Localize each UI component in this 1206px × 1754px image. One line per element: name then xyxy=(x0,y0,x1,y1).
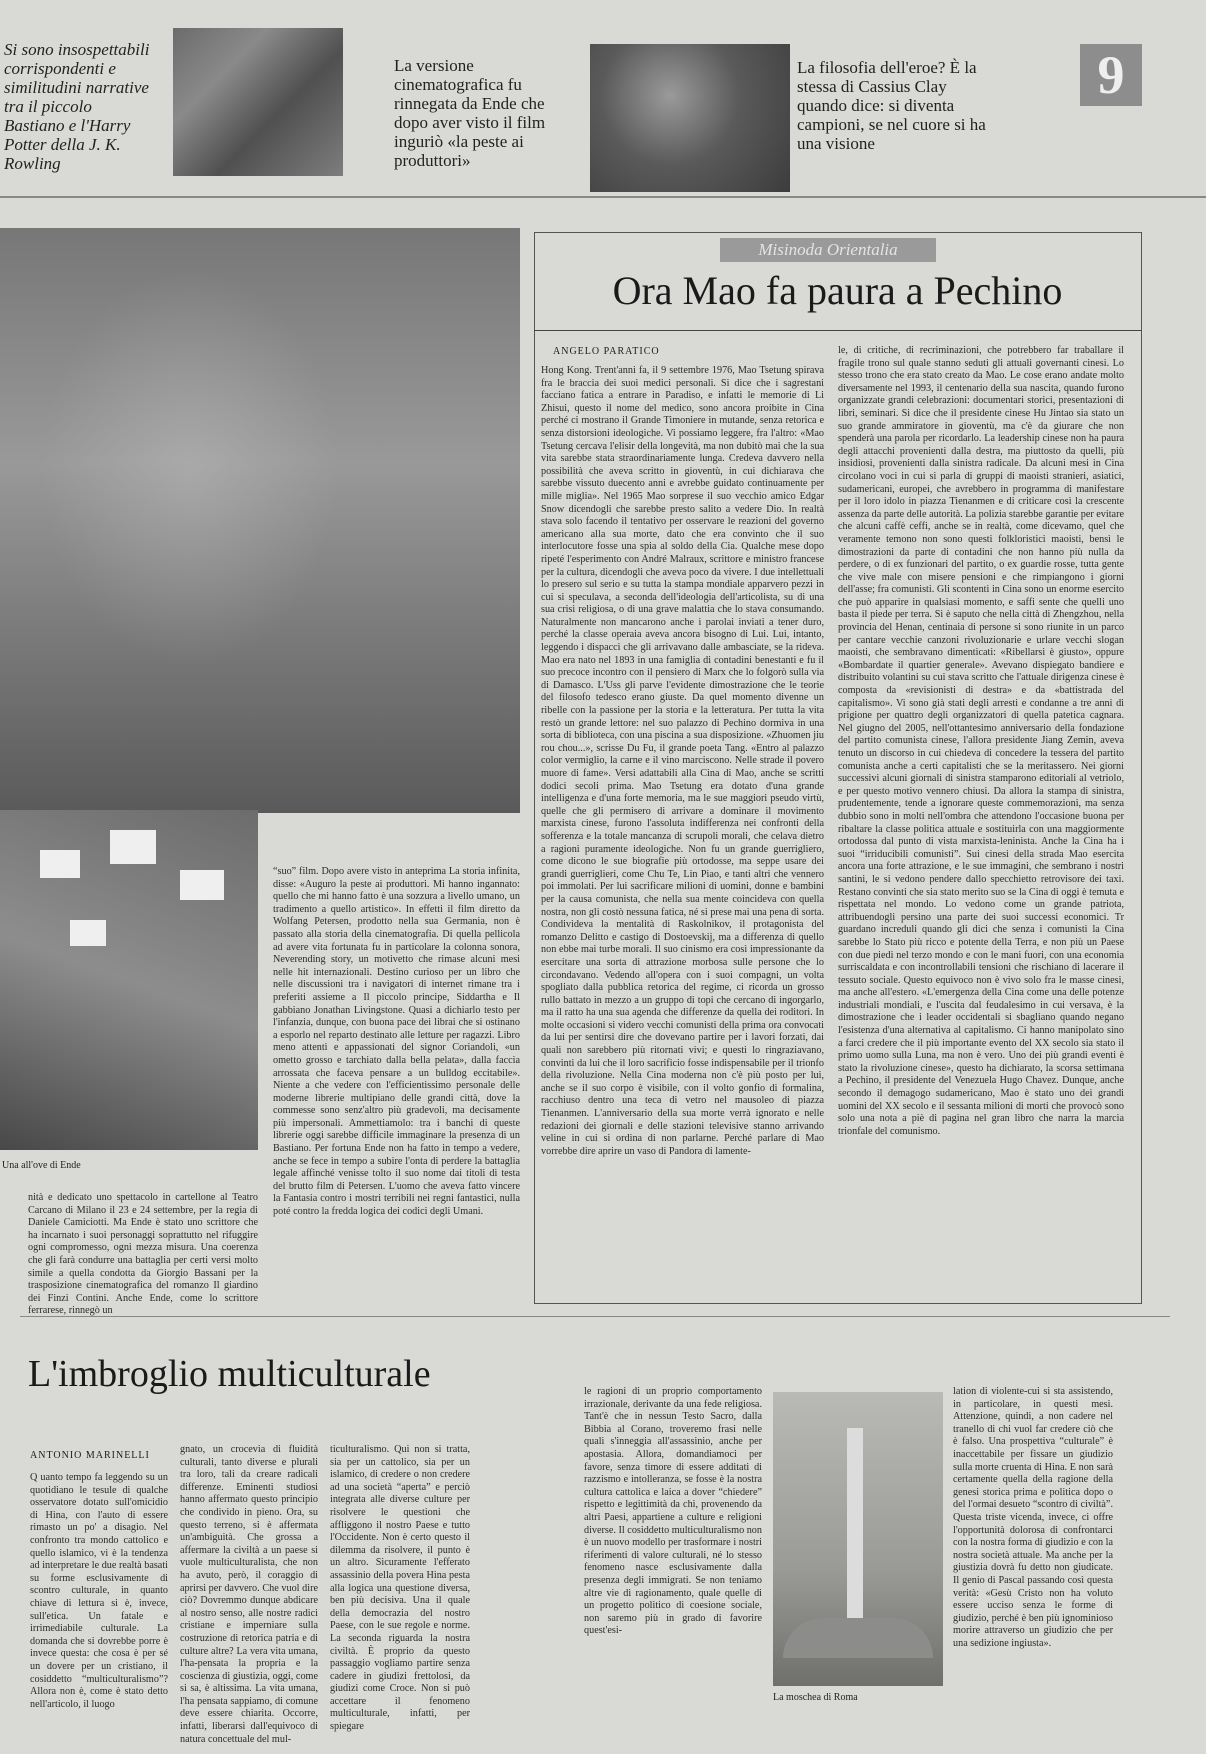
main-article-kicker: Misinoda Orientalia xyxy=(720,238,936,262)
main-article-col-2: le, di critiche, di recriminazioni, che potrebbero far traballare il fragile trono sul quale stanno seduti gli attuali governanti cinesi. Lo stesso trono che era stato creato da Mao. Le cose erano andate molto diversamente nel 1993, il centenario della sua nascita, quando furono organizzate grandi celebrazioni: documentari storici, presentazioni di libri, seminari. Si dice che il presidente cinese Hu Jintao sia stato un suo grande ammiratore in gioventù, ma c'è da giurare che non spenderà una parola per ricordarlo. La leadership cinese non ha paura degli attacchi provenienti dalla destra, ma piuttosto da quelli, più insidiosi, provenienti dalla sinistra radicale. Da alcuni mesi in Cina circolano voci in cui si parla di gruppi di maoisti stranieri, asiatici, sudamericani, europei, che avrebbero in programma di manifestare per il loro idolo in piazza Tienanmen e di criticare così la crescente assenza da parte delle autorità. La polizia starebbe garantie per evitare che alcuni caffè ceffi, anche se in realtà, come dicevamo, quel che veramente temono non sono questi folkloristici maoisti, bensì le dimostrazioni da parte di contadini che non hanno più nulla da perdere, o di ex funzionari del partito, o ex guardie rosse, tutta gente che vive male con misere pensioni e che rimpiangono i giorni dell'asse; fra comunisti. Gli scontenti in Cina sono un enorme esercito che può apparire in qualsiasi momento, e saffi sente che quelli uno basta il piede per terra. Si è saputo che nella città di Zhengzhou, nella provincia del Henan, centinaia di persone si sono riunite in un parco per cantare vecchie canzoni rivoluzionarie e urlare vecchi slogan maoisti, che sembravano dimenticati: «Ribellarsi è giusto», oppure «Bombardate il quartier generale». Avevano dispiegato bandiere e distribuito volantini su cui stava scritto che l'attuale dirigenza cinese è composta da «revisionisti di destra» e da «battistrada del capitalismo». Vi sono già stati degli arresti e condanne a tre anni di prigione per quattro degli organizzatori di quella patetica cagnara. Nel giugno del 2005, nell'ottantesimo anniversario della fondazione del partito comunista cinese, l'allora presidente Jiang Zemin, aveva tenuto un discorso in cui chiedeva di concedere la tessera del partito comunista anche a certi capitalisti che se la meritassero. Nei giorni successivi alcuni giornali di sinistra stamparono editoriali al vetriolo, e per questo motivo vennero chiusi. Da allora la stampa di sinistra, prudentemente, tende a ignorare queste commemorazioni, ma senza dubbio sono in molti nell'ombra che attendono l'occasione buona per ribaltare la classe politica attuale e sostituirla con una maggiormente ortodossa dal punto di vista marxista-leninista. Anche la Cina ha i suoi “irriducibili comunisti”. Sui cinesi della strada Mao esercita ancora una forte attrazione, e le sue immagini, che sembrano i nostri santini, le si vedono pendere dallo specchietto retrovisore dei taxi. Restano convinti che sia stato merito suo se la Cina di oggi è temuta e rispettata nel mondo. Lo vedono come un grande patriota, attribuendogli persino una parte dei suoi successi economici. Tr guardano increduli quando gli dici che senza i comunisti la Cina sarebbe lo Stato più ricco e potente della Terra, e non più un Paese con due piedi nel terzo mondo e con le mani fuori, con una economia surriscaldata e con incontrollabili tensioni che rischiano di lacerare il tessuto sociale. Questo equivoco non è vivo solo fra le masse cinesi, ma anche all'estero. «L'emergenza della Cina come una delle potenze industriali mondiali, e l'uscita dal feudalesimo in cui versava, è la dimostrazione che i leader occidentali si sbagliano quando negano l'esistenza d'una alternativa al capitalismo. Ci hanno manipolato sino a farci credere che il più importante evento del XX secolo sia stato il primo uomo sulla Luna, ma non è vero. Uno dei più grandi eventi è stato la rivoluzione cinese», questo ha dichiarato, la scorsa settimana a Pechino, il presidente del Venezuela Hugo Chavez. Dunque, anche secondo il demagogo sudamericano, Mao è stato uno dei grandi uomini del XX secolo e il sessanta milioni di morti che provocò sono solo una nota a piè di pagina nel gran libro che narra la marcia trionfale del comunismo. xyxy=(838,345,1124,1137)
bottom-article-col-1: Q uanto tempo fa leggendo su un quotidiano le tesule di qualche osservatore dotato sull'omicidio di Hina, con l'auto di essere rimasto un po' a disagio. Nel confronto tra mondo cattolico e quello islamico, vi è la tendenza ad interpretare le due realtà basati su forme esclusivamente di scontro culturale, in quanto chiave di lettura si è, invece, sull'etica. Un fatale e irrimediabile culturale. La domanda che si dovrebbe porre è invece questa: che cosa è per sé un dovere per un cristiano, il cosiddetto “multiculturalismo”? Allora non è, come è stato detto nell'articolo, il luogo xyxy=(30,1472,168,1710)
mosque-photo xyxy=(773,1392,943,1686)
teaser-1-photo xyxy=(173,28,343,176)
bottom-article-col-5: lation di violente-cui si sta assistendo, in particolare, in questi mesi. Attenzione, quindi, a non cadere nel tranello di chi vuol far credere ciò che è falso. Una prospettiva “culturale” è inaccettabile per fissare un giudizio sulla morte cruenta di Hina. E non sarà certamente quella della ragione della genesi storica prima e politica dopo o del l'ormai desueto “scontro di civiltà”. Questa triste vicenda, invece, ci offre l'opportunità dolorosa di confrontarci con la nostra forma di giudizio e con la nostra società attuale. Ma anche per la giustizia dovrà fu detto non giudicate. Il genio di Pascal passando così questa verità: «Gesù Cristo non ha voluto essere ucciso senza le forme di giudizio, perché è ben più ignominioso morire attraverso un giudizio che per una sedizione ingiusta». xyxy=(953,1386,1113,1649)
bottom-divider xyxy=(20,1316,1170,1317)
bottom-article-byline: ANTONIO MARINELLI xyxy=(30,1450,150,1461)
left-article-col-2: “suo” film. Dopo avere visto in anteprima La storia infinita, disse: «Auguro la peste ai produttori. Mi hanno ingannato: quello che mi hanno fatto è una sozzura a livello umano, un tradimento a quello artistico». In effetti il film diretto da Wolfang Petersen, prodotto nella sua Germania, non è passato alla storia della cinematografia. Di quella pellicola ad avere vita fortunata fu in particolare la colonna sonora, Neverending story, un motivetto che rimase alcuni mesi nelle hit internazionali. Destino curioso per un libro che nelle discussioni tra i navigatori di internet rimane tra i preferiti assieme a Il piccolo principe, Siddartha e Il gabbiano Jonathan Livingstone. Quasi a dichiarlo testo per l'infanzia, dunque, con buona pace dei librai che si ostinano a esporlo nel reparto destinato alle letture per ragazzi. Libro meno attenti e appassionati del signor Coriandoli, «un ometto grosso e tarchiato dalla bella pelata», dalla faccia arrossata che faceva pensare a un bulldog eccitabile». Niente a che vedere con l'efficientissimo personale delle moderne librerie multipiano delle grandi città, dove la commesse sono senz'altro più gradevoli, ma decisamente più impersonali. Ammettiamolo: tra i banchi di queste librerie oggi sarebbe difficile immaginare la presenza di un Bastiano. Per fortuna Ende non ha fatto in tempo a vedere, anche se fece in tempo a subire l'onta di perdere la battaglia legale affinché venisse tolto il suo nome dai titoli di testa del brutto film di Petersen. L'uomo che aveva fatto vincere la Fantasia contro i mostri terribili nei regni fantastici, nulla poté contro la fredda logica dei codici degli Umani. xyxy=(273,866,520,1218)
mosque-dome xyxy=(783,1618,933,1658)
bottom-article-col-2: gnato, un crocevia di fluidità culturali, tanto diverse e plurali tra loro, tali da creare radicali differenze. Eminenti studiosi hanno affermato questo principio che condivido in pieno. Ora, su questo terreno, si è affermata un'ambiguità. Che grossa a affermare la civiltà a un paese si vuole multiculturalista, che non ha avuto, però, il coraggio di aprirsi per davvero. Che vuol dire ciò? Dovremmo dunque abdicare al nostro senso, alle nostre radici cristiane e imperniare sulla costruzione di retorica patria e di culture altre? La vera vita umana, l'ha-pensata la propria e la coscienza di giustizia, oggi, come si sa, è altissima. La vita umana, l'ha pensata sappiamo, di comune deve essere chiarita. Occorre, infatti, liberarsi dall'equivoco di natura concettuale del mul- xyxy=(180,1444,318,1744)
teaser-2-photo-boxer xyxy=(590,44,790,192)
teaser-3: La filosofia dell'eroe? È la stessa di Cassius Clay quando dice: si diventa campioni, se nel cuore si ha una visione xyxy=(797,58,986,153)
left-article-col-1: nità e dedicato uno spettacolo in cartellone al Teatro Carcano di Milano il 23 e 24 settembre, per la regia di Daniele Camiciotti. Ma Ende è stato uno scrittore che ha incarnato i suoi personaggi soprattutto nel rifuggire ogni compromesso, ogni mezza misura. Una coerenza che gli farà condurre una battaglia per certi versi molto simile a quella condotta da Giorgio Bassani per la trasposizione cinematografica del romanzo Il giardino dei Finzi Contini. Anche Ende, come lo scrittore ferrarese, rinnegò un xyxy=(28,1192,258,1317)
book-illustration-photo xyxy=(0,228,520,813)
flag xyxy=(180,870,224,900)
flag xyxy=(70,920,106,946)
main-article-headline: Ora Mao fa paura a Pechino xyxy=(612,268,1063,313)
main-article-col-1: Hong Kong. Trent'anni fa, il 9 settembre 1976, Mao Tsetung spirava fra le braccia dei suoi medici personali. Si dice che i sagrestani facciano fatica a entrare in Paradiso, e infatti le memorie di Li Zhisui, questo il nome del medico, sono ancora proibite in Cina perché ci mostrano il Grande Timoniere in mutande, senza retorica e senza distorsioni ideologiche. Vi possiamo leggere, fra l'altro: «Mao Tsetung cercava l'elisir della longevità, ma non dubitò mai che la sua vita sarebbe stata straordinariamente lunga. Credeva davvero nella possibilità che aveva scritto in gioventù, in cui dichiarava che sarebbe vissuto duecento anni e avrebbe guidato continuamente per mille miglia». Nel 1965 Mao sorprese il suo vecchio amico Edgar Snow dicendogli che sarebbe presto salito a vedere Dio. In realtà stava solo facendo il tentativo per osservare le reazioni del governo americano alla sua morte, dato che era convinto che il suo interlocutore fosse una spia al soldo della Cia. Qualche mese dopo ripeté l'esperimento con André Malraux, scrittore e ministro francese per la cultura, dicendogli che aveva poco da vivere. I due intellettuali lo presero sul serio e su tutta la stampa mondiale apparvero pezzi in cui si speculava, a seconda dell'ideologia dell'articolista, su di una sua crisi religiosa, o di una grave malattia che lo stava consumando. Naturalmente non mancarono anche i parolai inviati a tener duro, perché la classe operaia aveva ancora bisogno di Lui. Lui, intanto, leggendo i dispacci che gli arrivavano dalle ambasciate, se la rideva. Mao era nato nel 1893 in una famiglia di contadini benestanti e fu il suo precoce incontro con il pensiero di Marx che lo folgorò sulla via di Damasco. L'Uss gli parve l'evidente dimostrazione che le teorie del filosofo tedesco erano giuste. Da quel momento divenne un ribelle con la passione per la storia e la letteratura. Per tutta la vita restò un grande lettore: nel suo palazzo di Pechino dormiva in una sorta di biblioteca, con una piscina a sua disposizione. «Zhuomen jiu rou chou...», scrisse Du Fu, il grande poeta Tang. «Entro al palazzo color vermiglio, la carne e il vino marciscono. Nelle strade il povero muore di fame». Versi adattabili alla Cina di Mao, anche se scritti dodici secoli prima. Mao Tsetung era dotato d'una grande intelligenza e d'una forte memoria, ma le sue maggiori pseudo virtù, quelle che gli permisero di arrivare a dominare il movimento marxista cinese, furono l'assoluta indifferenza nei confronti della sofferenza e la totale mancanza di scrupoli morali, che celava dietro a ragioni puramente ideologiche. Non fu un grande guerrigliero, come dicono le sue biografie più ortodosse, ma seppe usare dei grandi guerriglieri, come Chu Te, Lin Piao, e tanti altri che vennero poi immolati. Per lui sacrificare milioni di uomini, donne e bambini per la causa comunista, che nella sua mente coincideva con quella nostra, non gli costò nessuna fatica, né si prese mai una pena di sorta. Condivideva la mentalità di Raskolnikov, il protagonista del romanzo Delitto e castigo di Dostoevskij, ma a differenza di quello non ebbe mai turbe morali. Il suo cinismo era così impressionante da esercitare una sorta di attrazione morbosa sulle persone che lo circondavano. Vedendo all'opera con i suoi compagni, un volta spogliato dalla pubblica retorica del regime, ci ricorda un grosso rullo battato in mezzo a un gruppo di topi che cercano di ingorgarlo, ma il ratto ha una sua agenda che differenze da quella dei roditori. In molte occasioni si videro vecchi comunisti della prima ora convocati da lui per sentirsi dire che dovevano partire per i lavori forzati, dai quali non sarebbero più ritornati vivi; e questi lo ringraziavano, convinti da lui che il loro sacrificio fosse indispensabile per il trionfo della rivoluzione. Nella Cina moderna non c'è più posto per lui, anche se il suo corpo è visibile, con il volto gonfio di formalina, racchiuso dentro una teca di vetro nel mausoleo di piazza Tienanmen. L'anniversario della sua morte verrà ignorato e nelle redazioni dei giornali e delle stazioni televisive stanno arrivando veline in cui si ordina di non parlarne. Perché parlare di Mao vorrebbe dire aprire un vaso di Pandora di lamente- xyxy=(541,365,824,1157)
top-divider xyxy=(0,196,1206,198)
crowd-flags-photo xyxy=(0,810,258,1150)
left-photo-caption: Una all'ove di Ende xyxy=(2,1160,81,1171)
bottom-article-headline: L'imbroglio multiculturale xyxy=(28,1353,431,1395)
flag xyxy=(40,850,80,878)
flag xyxy=(110,830,156,864)
photo-highlight xyxy=(40,268,340,668)
teaser-1: Si sono insospettabili corrispondenti e similitudini narrative tra il piccolo Bastiano e l'Harry Potter della J. K. Rowling xyxy=(4,40,150,173)
teaser-2: La versione cinematografica fu rinnegata da Ende che dopo aver visto il film inguriò «la peste ai produttori» xyxy=(394,56,546,170)
mosque-photo-caption: La moschea di Roma xyxy=(773,1692,858,1703)
minaret xyxy=(847,1428,863,1628)
page-number: 9 xyxy=(1080,44,1142,106)
bottom-article-col-4: le ragioni di un proprio comportamento irrazionale, derivante da una fede religiosa. Tant'è che in nessun Testo Sacro, dalla Bibbia al Corano, troveremo frasi nelle quali s'inneggia all'assassinio, anche per apostasia. Allora, domandiamoci per favore, senza timore di essere additati di razzismo e intolleranza, se fosse è la nostra cultura cattolica e laica a dover “chiedere” rispetto e legittimità da chi, provenendo da altri Paesi, appartiene a culture e religioni diverse. Il cosiddetto multiculturalismo non è un nuovo modello per trasformare i nostri riferimenti di valore culturali, né lo stesso fenomeno nasce esclusivamente dalla presenza degli immigrati. Se non teniamo altre vie di ragionamento, quale quelle di un progetto politico di coesione sociale, non saremo più in grado di favorire quest'esi- xyxy=(584,1386,762,1637)
bottom-article-col-3: ticulturalismo. Qui non si tratta, sia per un cattolico, sia per un islamico, di credere o non credere ad una società “aperta” e perciò integrata alle diverse culture per risolvere le questioni che affliggono il nostro Paese e tutto l'Occidente. Non è certo questo il dilemma da risolvere, il punto è un altro. Sicuramente l'efferato assassinio della povera Hina pesta alla logica una questione diversa, ben più decisiva. Una il quale della democrazia del nostro Paese, con le sue regole e norme. La seconda riguarda la nostra civiltà. È proprio da questo passaggio vogliamo partire senza cadere in giudizi frettolosi, da giudizi come Croce. Non si può accettare il fenomeno multiculturale, infatti, per spiegare xyxy=(330,1444,470,1733)
headline-rule xyxy=(534,330,1141,331)
main-article-byline: ANGELO PARATICO xyxy=(553,346,660,357)
